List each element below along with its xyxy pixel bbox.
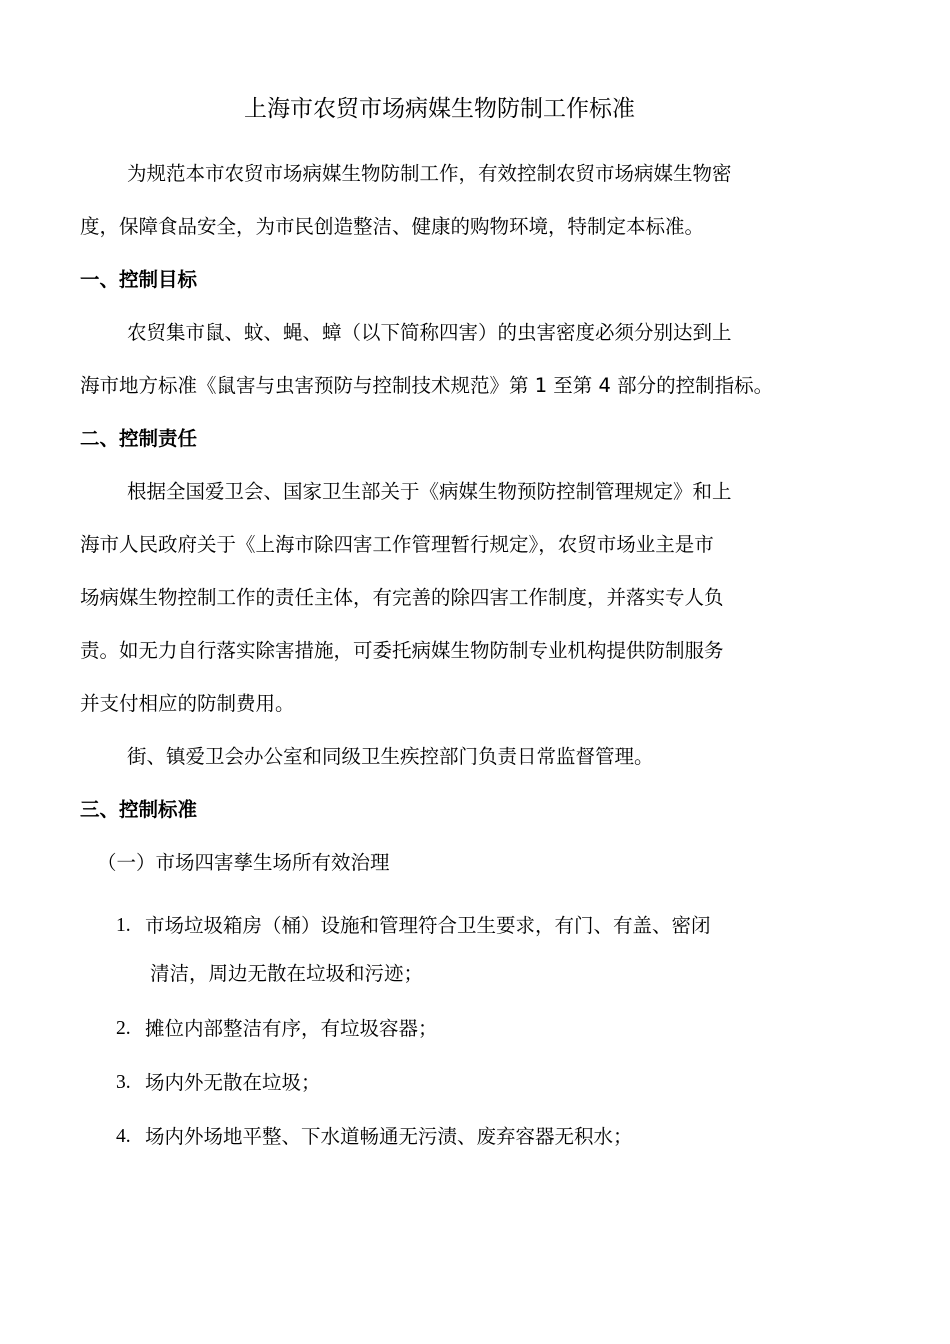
list-item-number: 4.: [116, 1126, 131, 1147]
list-item-number: 2.: [116, 1018, 131, 1039]
list-item-text: 摊位内部整洁有序，有垃圾容器；: [145, 1017, 438, 1040]
list-item-text: 场内外无散在垃圾；: [145, 1071, 321, 1094]
list-item-number: 3.: [116, 1072, 131, 1093]
list-item-text: 市场垃圾箱房（桶）设施和管理符合卫生要求，有门、有盖、密闭: [145, 914, 711, 937]
section2-line-1: 根据全国爱卫会、国家卫生部关于《病媒生物预防控制管理规定》和上: [127, 480, 732, 503]
section-heading-control-responsibility: 二、控制责任: [80, 427, 198, 450]
list-item-continuation: 清洁，周边无散在垃圾和污迹；: [150, 962, 424, 985]
list-item-number: 1.: [116, 915, 131, 936]
section2-line-2: 海市人民政府关于《上海市除四害工作管理暂行规定》，农贸市场业主是市: [80, 533, 714, 556]
section2-paragraph-2: 街、镇爱卫会办公室和同级卫生疾控部门负责日常监督管理。: [127, 745, 654, 768]
intro-line-2: 度，保障食品安全，为市民创造整洁、健康的购物环境，特制定本标准。: [80, 215, 705, 238]
section1-line-1: 农贸集市鼠、蚊、蝇、蟑（以下简称四害）的虫害密度必须分别达到上: [127, 321, 732, 344]
section-heading-control-standard: 三、控制标准: [80, 798, 198, 821]
list-item-text: 场内外场地平整、下水道畅通无污渍、废弃容器无积水；: [145, 1125, 633, 1148]
intro-line-1: 为规范本市农贸市场病媒生物防制工作，有效控制农贸市场病媒生物密: [127, 162, 732, 185]
subsection-heading-1: （一）市场四害孳生场所有效治理: [97, 851, 390, 874]
section2-line-3: 场病媒生物控制工作的责任主体，有完善的除四害工作制度，并落实专人负: [80, 586, 724, 609]
section1-line-2: 海市地方标准《鼠害与虫害预防与控制技术规范》第 1 至第 4 部分的控制指标。: [80, 374, 774, 397]
section2-line-5: 并支付相应的防制费用。: [80, 692, 295, 715]
document-title: 上海市农贸市场病媒生物防制工作标准: [244, 96, 635, 122]
section2-line-4: 责。如无力自行落实除害措施，可委托病媒生物防制专业机构提供防制服务: [80, 639, 724, 662]
section-heading-control-target: 一、控制目标: [80, 268, 198, 291]
